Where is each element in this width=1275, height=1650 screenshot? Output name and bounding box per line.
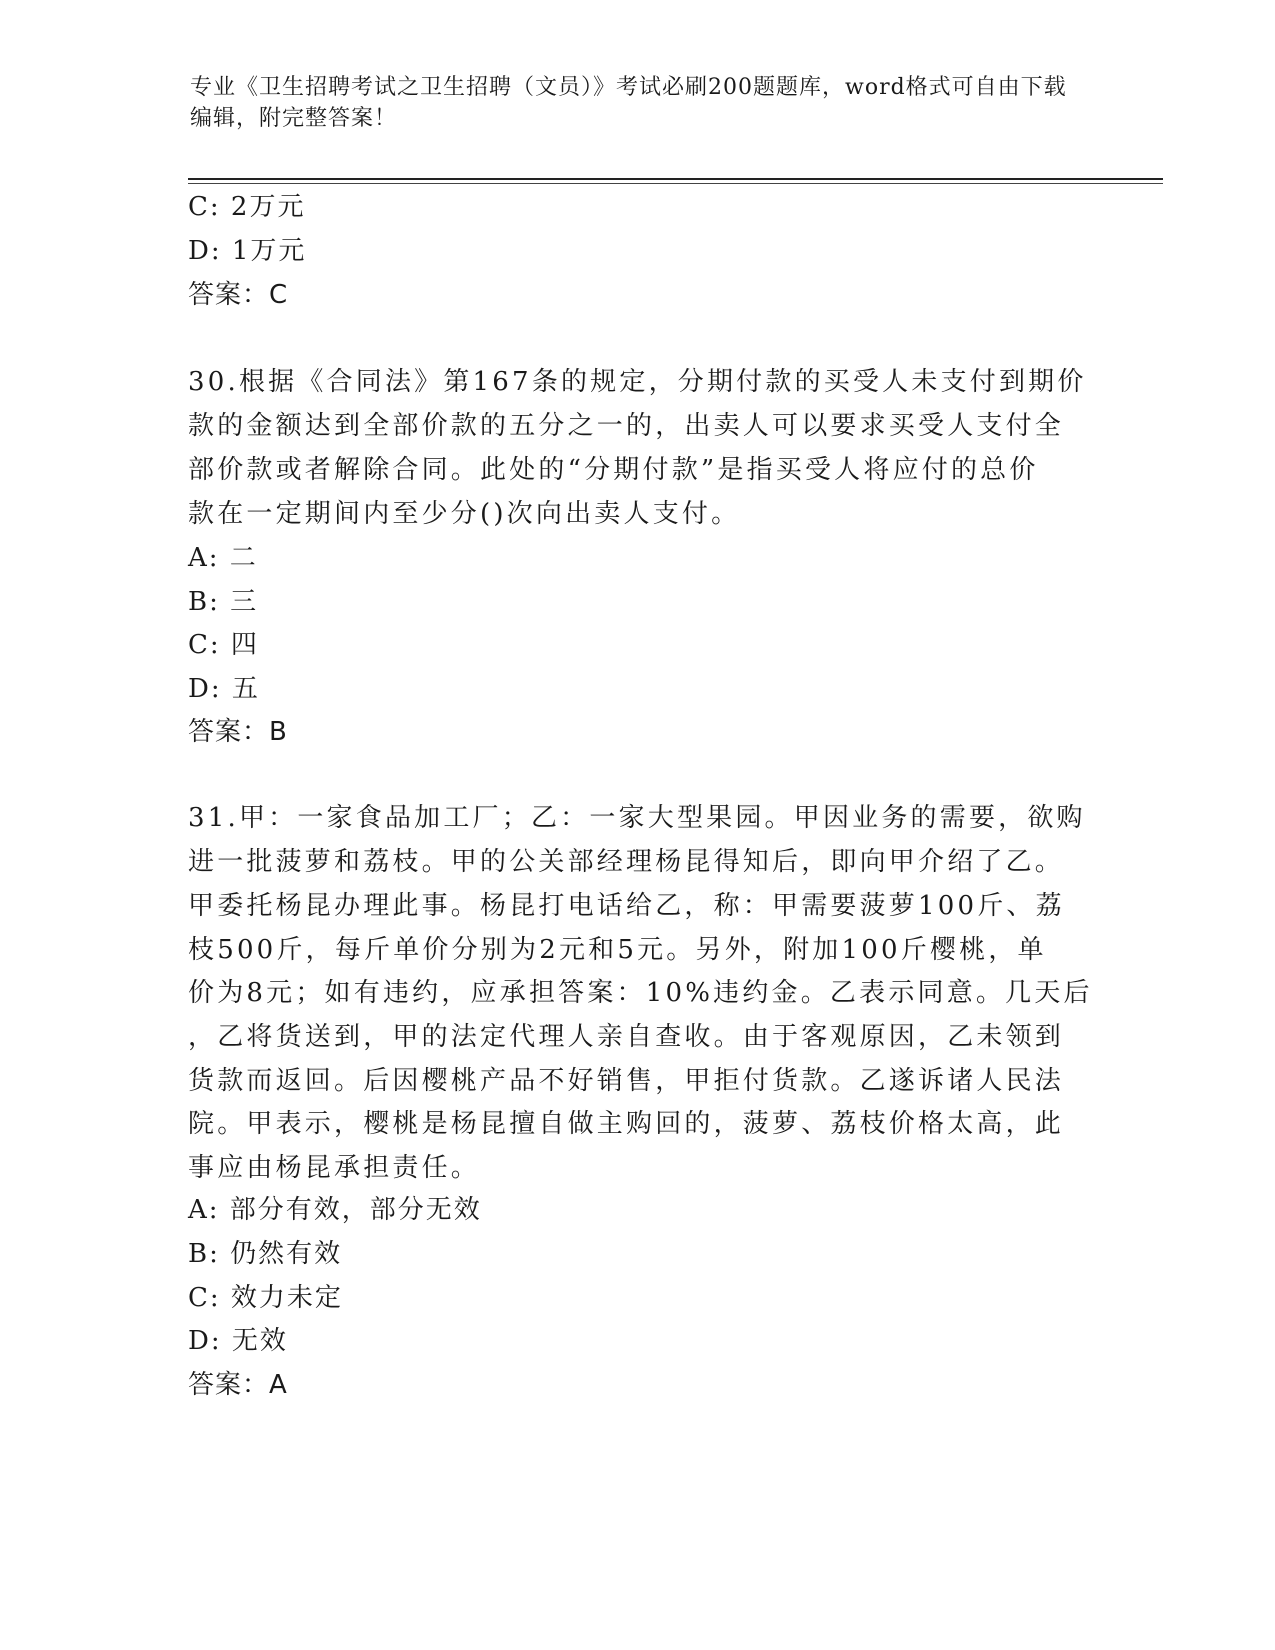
answer-label: 答案：B: [188, 717, 288, 747]
question-31-line: 甲委托杨昆办理此事。杨昆打电话给乙，称：甲需要菠萝100斤、荔: [188, 891, 1065, 921]
header-divider-thin: [188, 183, 1163, 184]
answer-label: 答案：C: [188, 280, 289, 310]
option-a: A: 部分有效，部分无效: [188, 1195, 482, 1225]
option-d: D: 1万元: [188, 236, 307, 266]
question-30-line: 款的金额达到全部价款的五分之一的，出卖人可以要求买受人支付全: [188, 411, 1065, 441]
question-31-line: 货款而返回。后因樱桃产品不好销售，甲拒付货款。乙遂诉诸人民法: [188, 1066, 1065, 1096]
option-c: C: 2万元: [188, 192, 306, 222]
question-30-line: 30.根据《合同法》第167条的规定，分期付款的买受人未支付到期价: [188, 367, 1087, 397]
question-31-line: 事应由杨昆承担责任。: [188, 1153, 481, 1183]
option-b: B: 三: [188, 587, 259, 617]
question-31-line: ，乙将货送到，甲的法定代理人亲自查收。由于客观原因，乙未领到: [188, 1022, 1065, 1052]
option-d: D: 无效: [188, 1326, 288, 1356]
question-30-line: 部价款或者解除合同。此处的“分期付款”是指买受人将应付的总价: [188, 455, 1039, 485]
option-c: C: 四: [188, 630, 259, 660]
option-b: B: 仍然有效: [188, 1239, 343, 1269]
page-header: 专业《卫生招聘考试之卫生招聘（文员）》考试必刷200题题库，word格式可自由下载编辑，附完整答案！: [190, 75, 1067, 131]
option-d: D: 五: [188, 674, 260, 704]
option-c: C: 效力未定: [188, 1283, 343, 1313]
question-31-line: 院。甲表示，樱桃是杨昆擅自做主购回的，菠萝、荔枝价格太高，此: [188, 1109, 1065, 1139]
question-31-line: 枝500斤，每斤单价分别为2元和5元。另外，附加100斤樱桃，单: [188, 935, 1047, 965]
question-31-line: 进一批菠萝和荔枝。甲的公关部经理杨昆得知后，即向甲介绍了乙。: [188, 847, 1065, 877]
question-31-line: 价为8元；如有违约，应承担答案：10%违约金。乙表示同意。几天后: [188, 978, 1093, 1008]
answer-label: 答案：A: [188, 1370, 288, 1400]
option-a: A: 二: [188, 543, 258, 573]
question-31-line: 31.甲：一家食品加工厂；乙：一家大型果园。甲因业务的需要，欲购: [188, 803, 1086, 833]
question-30-line: 款在一定期间内至少分()次向出卖人支付。: [188, 499, 741, 529]
header-divider: [188, 178, 1163, 180]
